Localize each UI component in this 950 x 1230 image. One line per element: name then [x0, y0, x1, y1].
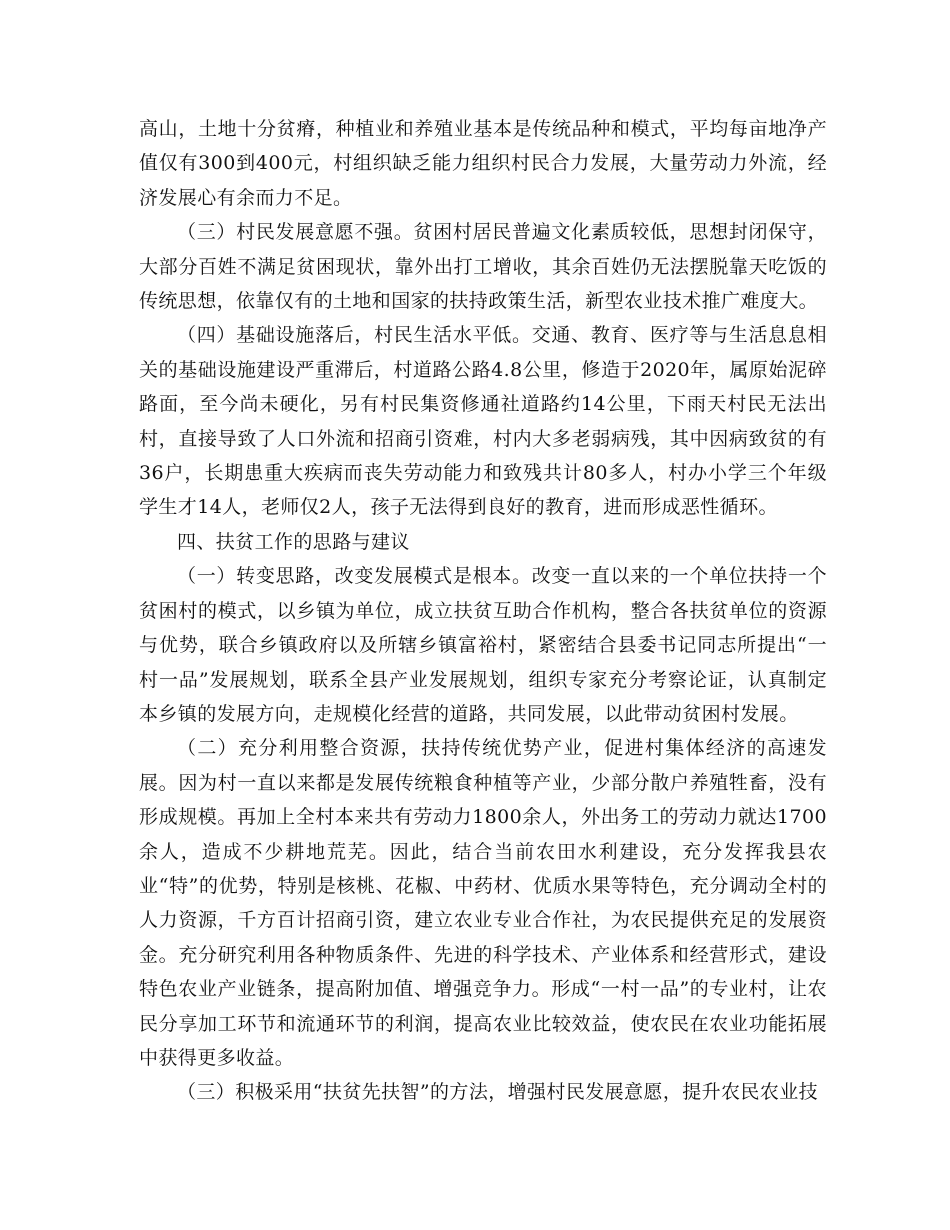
paragraph-section-4-infrastructure: （四）基础设施落后，村民生活水平低。交通、教育、医疗等与生活息息相关的基础设施建设严重滞后，村道路公路4.8公里，修造于2020年，属原始泥碎路面，至今尚未硬化，另有村民集资修通社道路约14公里，下雨天村民无法出村，直接导致了人口外流和招商引资难，村内大多老弱病残，其中因病致贫的有36户，长期患重大疾病而丧失劳动能力和致残共计80多人，村办小学三个年级学生才14人，老师仅2人，孩子无法得到良好的教育，进而形成恶性循环。 [139, 324, 827, 519]
paragraph-suggestion-2: （二）充分利用整合资源，扶持传统优势产业，促进村集体经济的高速发展。因为村一直以来都是发展传统粮食种植等产业，少部分散户养殖牲畜，没有形成规模。再加上全村本来共有劳动力1800余人，外出务工的劳动力就达1700余人，造成不少耕地荒芜。因此，结合当前农田水利建设，充分发挥我县农业“特”的优势，特别是核桃、花椒、中药材、优质水果等特色，充分调动全村的人力资源，千方百计招商引资，建立农业专业合作社，为农民提供充足的发展资金。充分研究利用各种物质条件、先进的科学技术、产业体系和经营形式，建设特色农业产业链条，提高附加值、增强竞争力。形成“一村一品”的专业村，让农民分享加工环节和流通环节的利润，提高农业比较效益，使农民在农业功能拓展中获得更多收益。 [139, 737, 827, 1069]
section-heading-ideas-suggestions: 四、扶贫工作的思路与建议 [177, 530, 410, 553]
paragraph-suggestion-3: （三）积极采用“扶贫先扶智”的方法，增强村民发展意愿，提升农民农业技 [177, 1081, 819, 1104]
document-page [139, 112, 827, 1110]
paragraph-suggestion-1: （一）转变思路，改变发展模式是根本。改变一直以来的一个单位扶持一个贫困村的模式，以乡镇为单位，成立扶贫互助合作机构，整合各扶贫单位的资源与优势，联合乡镇政府以及所辖乡镇富裕村，紧密结合县委书记同志所提出“一村一品”发展规划，联系全县产业发展规划，组织专家充分考察论证，认真制定本乡镇的发展方向，走规模化经营的道路，共同发展，以此带动贫困村发展。 [139, 565, 827, 725]
paragraph-continuation: 高山，土地十分贫瘠，种植业和养殖业基本是传统品种和模式，平均每亩地净产值仅有300到400元，村组织缺乏能力组织村民合力发展，大量劳动力外流，经济发展心有余而力不足。 [139, 118, 827, 209]
paragraph-section-3-willingness: （三）村民发展意愿不强。贫困村居民普遍文化素质较低，思想封闭保守，大部分百姓不满足贫困现状，靠外出打工增收，其余百姓仍无法摆脱靠天吃饭的传统思想，依靠仅有的土地和国家的扶持政策生活，新型农业技术推广难度大。 [139, 221, 827, 313]
